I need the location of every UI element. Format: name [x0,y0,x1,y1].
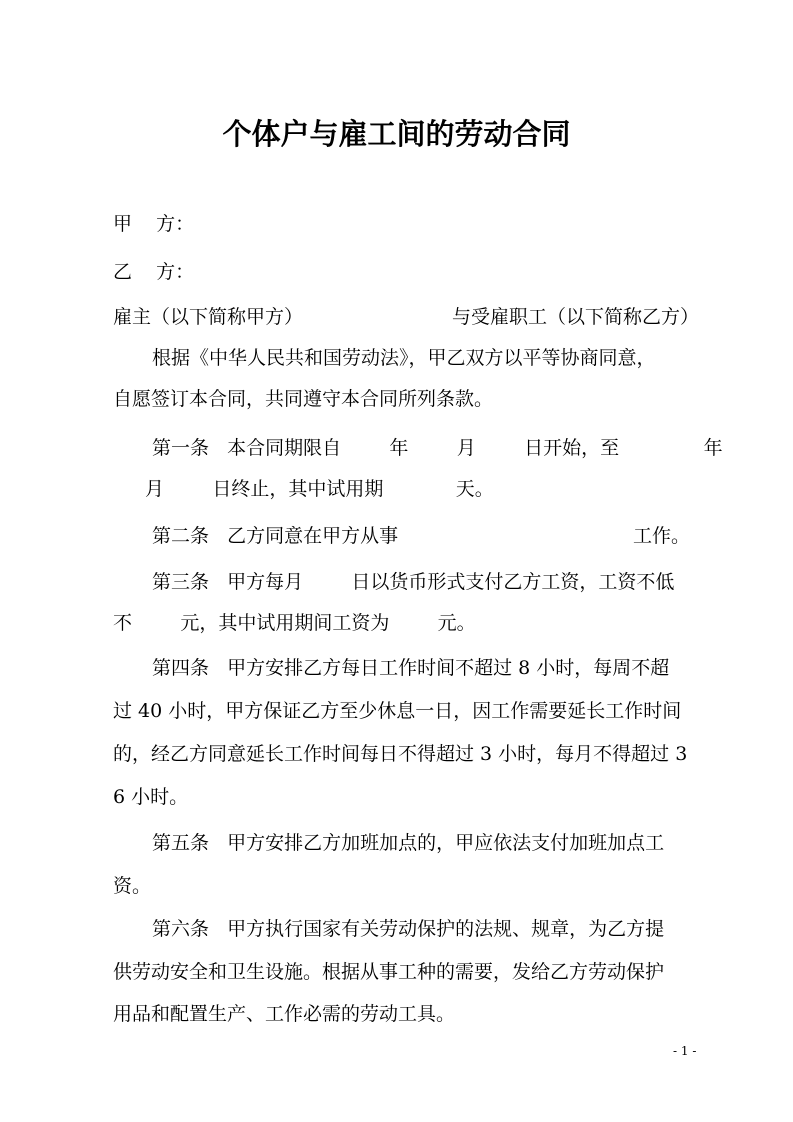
article-2-tail: 工作。 [633,525,691,547]
article-1-line-1: 第一条 本合同期限自 年 月 日开始，至 年 [152,437,723,459]
article-4-line-3: 的，经乙方同意延长工作时间每日不得超过 3 小时，每月不得超过 3 [113,743,688,765]
article-6-line-2: 供劳动安全和卫生设施。根据从事工种的需要，发给乙方劳动保护 [113,961,665,983]
article-6-line-1: 第六条 甲方执行国家有关劳动保护的法规、规章，为乙方提 [152,918,665,940]
preamble-line-1: 根据《中华人民共和国劳动法》，甲乙双方以平等协商同意， [152,347,656,369]
employer-intro: 雇主（以下简称甲方） [113,306,304,328]
preamble-line-2: 自愿签订本合同，共同遵守本合同所列条款。 [113,388,494,410]
article-6-line-3: 用品和配置生产、工作必需的劳动工具。 [113,1003,456,1025]
party-a-label: 甲 方： [113,213,195,235]
article-5-line-2: 资。 [113,875,152,897]
article-1-line-2: 月 日终止，其中试用期 天。 [145,478,494,500]
employee-intro: 与受雇职工（以下简称乙方） [452,306,700,328]
article-3-line-2: 不 元，其中试用期间工资为 元。 [113,612,476,634]
article-4-line-1: 第四条 甲方安排乙方每日工作时间不超过 8 小时，每周不超 [152,657,670,679]
page-number: - 1 - [673,1044,697,1058]
document-title: 个体户与雇工间的劳动合同 [222,117,571,151]
article-2-line-1: 第二条 乙方同意在甲方从事 [152,525,399,547]
article-4-line-2: 过 40 小时，甲方保证乙方至少休息一日，因工作需要延长工作时间 [113,700,682,722]
article-4-line-4: 6 小时。 [113,786,189,808]
party-b-label: 乙 方： [113,261,195,283]
article-5-line-1: 第五条 甲方安排乙方加班加点的，甲应依法支付加班加点工 [152,832,665,854]
article-3-line-1: 第三条 甲方每月 日以货币形式支付乙方工资，工资不低 [152,571,675,593]
